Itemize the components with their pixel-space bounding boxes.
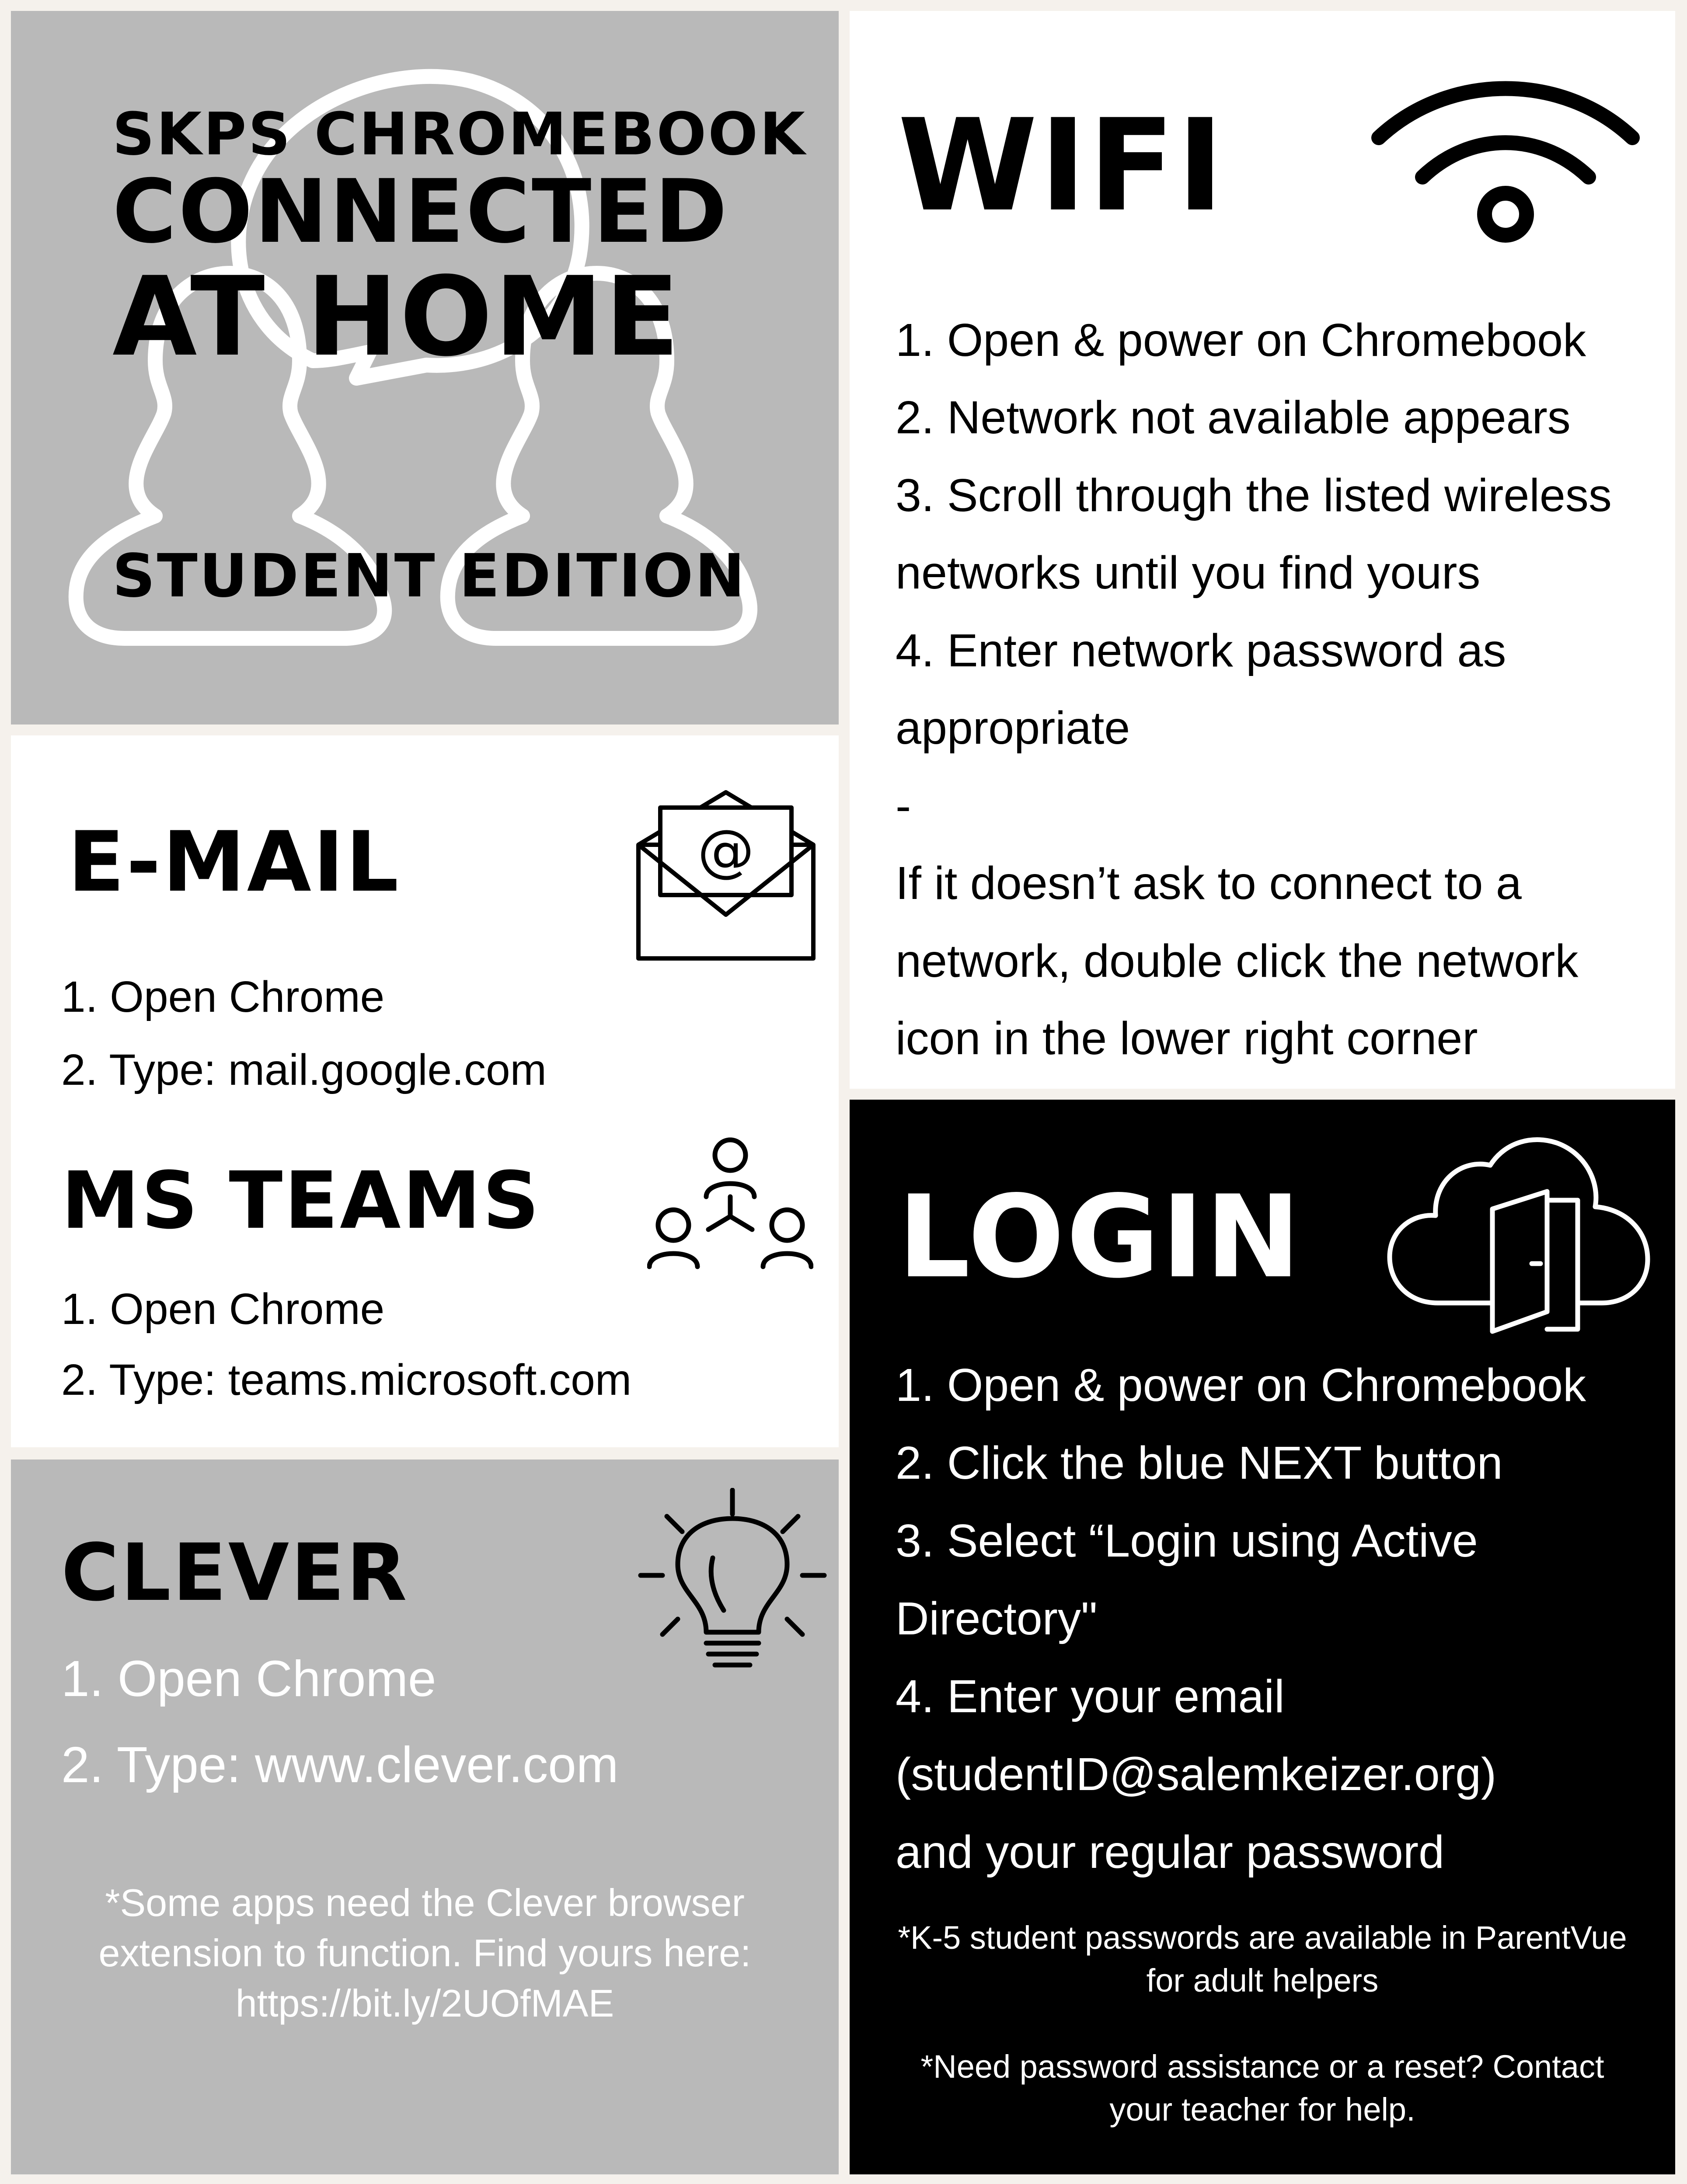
login-panel — [850, 1100, 1675, 2174]
title-line-1: SKPS CHROMEBOOK — [112, 100, 807, 168]
login-line-1: 1. Open & power on Chromebook — [896, 1359, 1586, 1411]
clever-note-line-2: extension to function. Find yours here: — [98, 1931, 751, 1975]
wifi-line-4: networks until you find yours — [896, 547, 1481, 599]
login-note2-line-2: your teacher for help. — [1109, 2091, 1415, 2128]
clever-panel — [11, 1459, 839, 2174]
login-line-6: (studentID@salemkeizer.org) — [896, 1749, 1497, 1800]
teams-step-2: 2. Type: teams.microsoft.com — [61, 1355, 632, 1404]
login-note1-line-2: for adult helpers — [1146, 1962, 1379, 1999]
teams-step-1: 1. Open Chrome — [61, 1285, 385, 1334]
wifi-heading: WIFI — [898, 92, 1226, 240]
wifi-line-8: If it doesn’t ask to connect to a — [896, 857, 1522, 909]
clever-heading: CLEVER — [61, 1527, 409, 1619]
title-line-2: CONNECTED — [112, 161, 729, 263]
email-heading: E-MAIL — [68, 814, 401, 910]
lightbulb-icon — [636, 1488, 829, 1680]
wifi-panel — [850, 11, 1675, 1089]
clever-note-line-1: *Some apps need the Clever browser — [105, 1881, 745, 1924]
login-line-4: Directory" — [896, 1593, 1098, 1644]
login-note1-line-1: *K-5 student passwords are available in ParentVue — [898, 1919, 1627, 1956]
teams-heading: MS TEAMS — [61, 1155, 541, 1247]
wifi-line-6: appropriate — [896, 702, 1130, 754]
clever-step-2: 2. Type: www.clever.com — [61, 1736, 619, 1793]
team-network-icon — [647, 1131, 813, 1280]
wifi-line-10: icon in the lower right corner — [896, 1013, 1478, 1064]
clever-note-link[interactable]: https://bit.ly/2UOfMAE — [235, 1982, 614, 2025]
login-note2-line-1: *Need password assistance or a reset? Contact — [920, 2048, 1604, 2085]
login-line-5: 4. Enter your email — [896, 1671, 1285, 1722]
wifi-line-3: 3. Scroll through the listed wireless — [896, 470, 1612, 521]
wifi-icon — [1366, 63, 1645, 247]
email-step-1: 1. Open Chrome — [61, 972, 385, 1021]
login-line-3: 3. Select “Login using Active — [896, 1515, 1478, 1567]
email-step-2: 2. Type: mail.google.com — [61, 1045, 547, 1094]
wifi-line-2: 2. Network not available appears — [896, 392, 1571, 443]
title-panel — [11, 11, 839, 725]
login-line-7: and your regular password — [896, 1826, 1445, 1878]
wifi-line-9: network, double click the network — [896, 935, 1579, 987]
edition-label: STUDENT EDITION — [112, 542, 747, 611]
title-line-3: AT HOME — [112, 253, 681, 380]
login-line-2: 2. Click the blue NEXT button — [896, 1437, 1503, 1489]
wifi-line-7: - — [896, 780, 911, 832]
wifi-line-1: 1. Open & power on Chromebook — [896, 314, 1586, 366]
envelope-at-symbol: @ — [697, 817, 754, 884]
envelope-at-icon — [630, 784, 822, 967]
cloud-door-icon — [1385, 1132, 1656, 1338]
email-teams-panel — [11, 735, 839, 1447]
wifi-line-5: 4. Enter network password as — [896, 625, 1506, 676]
login-heading: LOGIN — [898, 1171, 1303, 1303]
clever-step-1: 1. Open Chrome — [61, 1650, 436, 1707]
